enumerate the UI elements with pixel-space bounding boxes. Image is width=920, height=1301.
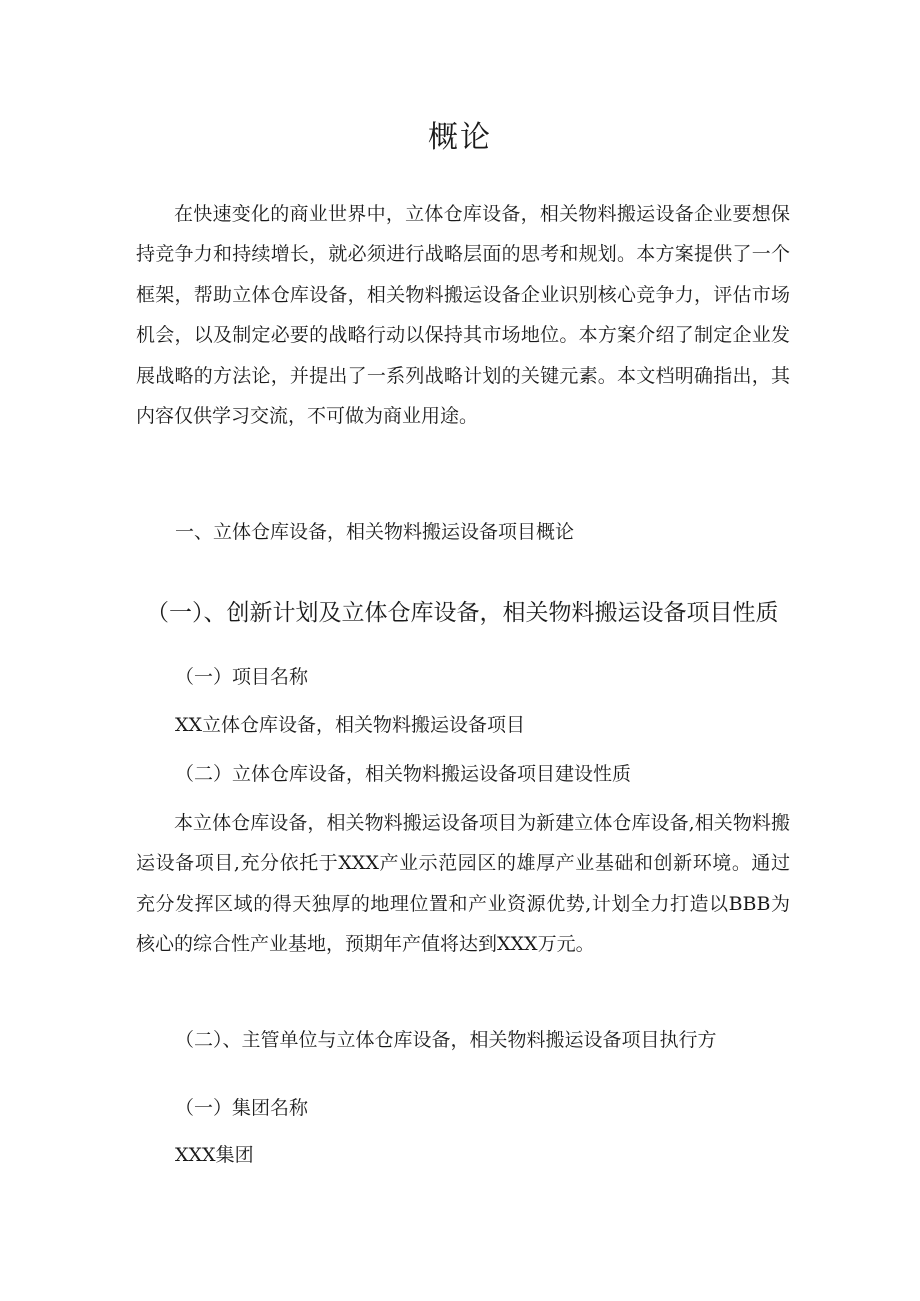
item-label-project-name: （一）项目名称 (175, 666, 309, 688)
item-label-group-name: （一）集团名称 (175, 1097, 309, 1119)
subsection-heading-executor: （二）、主管单位与立体仓库设备，相关物料搬运设备项目执行方 (175, 1029, 717, 1051)
project-name-value: XX立体仓库设备，相关物料搬运设备项目 (175, 714, 526, 736)
item-label-construction-nature: （二）立体仓库设备，相关物料搬运设备项目建设性质 (175, 763, 632, 785)
section-heading: 一、立体仓库设备，相关物料搬运设备项目概论 (175, 521, 575, 543)
group-name-value: XXX集团 (175, 1144, 254, 1166)
construction-nature-paragraph: 本立体仓库设备，相关物料搬运设备项目为新建立体仓库设备,相关物料搬运设备项目,充分依托于XXX产业示范园区的雄厚产业基础和创新环境。通过充分发挥区域的得天独厚的地理位置和产业资源优势,计划全力打造以BBB为核心的综合性产业基地，预期年产值将达到XXX万元。 (136, 812, 790, 956)
document-title: 概论 (428, 120, 492, 155)
subsection-heading-innovation: （一）、创新计划及立体仓库设备，相关物料搬运设备项目性质 (146, 600, 779, 626)
intro-paragraph: 在快速变化的商业世界中，立体仓库设备，相关物料搬运设备企业要想保持竞争力和持续增长，就必须进行战略层面的思考和规划。本方案提供了一个框架，帮助立体仓库设备，相关物料搬运设备企业识别核心竞争力，评估市场机会，以及制定必要的战略行动以保持其市场地位。本方案介绍了制定企业发展战略的方法论，并提出了一系列战略计划的关键元素。本文档明确指出，其内容仅供学习交流，不可做为商业用途。 (136, 203, 790, 428)
